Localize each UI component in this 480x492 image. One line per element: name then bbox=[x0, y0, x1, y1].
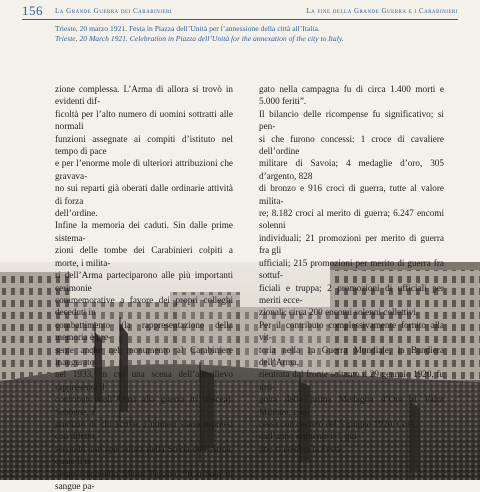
body-column-right: gato nella campagna fu di circa 1.400 morti e 5.000 feriti”. Il bilancio delle ricompense fu significativo; si pen- si che furono concessi: 1 croce di cavaliere dell’ordine militare di Savoia; 4 medaglie d’oro, 305 d’argento, 828 di bronzo e 916 croci di guerra, tutte al valore milita- re; 8.182 croci al merito di guerra; 6.247 encomi solenni individuali; 21 promozioni per merito di guerra fra gli ufficiali; 215 promozioni per merito di guerra fra sottuf- ficiali e truppa; 2 promozioni di ufficiali per meriti ecce- zionali; circa 200 encomi solenni collettivi. Per il contributo complessivamente fornito alla vit- toria nella 1a Guerra Mondiale, la Bandiera dell’Arma, rientrata dal fronte soltanto il 29 gennaio 1920, fu insi- gnita della prima Medaglia d’Oro al Valor Militare, con- cessa con decreto del 5 giugno 1920. Così, dall’anno seguente il 5 giu- gno si celebra la Festa bbox=[259, 84, 444, 454]
header-rule bbox=[22, 19, 458, 20]
page-number: 156 bbox=[22, 3, 43, 18]
body-column-left: zione complessa. L’Arma di allora si trovò in evidenti dif- ficoltà per l’alto numero di uomini sottratti alle normali funzioni assegnate ai compiti d’istituto nel tempo di pace e per l’enorme mole di ulteriori attribuzioni che gravava- no sui reparti già oberati dalle ordinarie attività di forza dell’ordine. Infine la memoria dei caduti. Sin dalle prime sistema- zioni delle tombe dei Carabinieri colpiti a morte, i milita- ri dell’Arma parteciparono alle più importanti cerimonie commemorative a favore dei propri colleghi deceduti in combattimento (la rappresentazione della memoria è pre- sente anche nel monumento al Carabiniere inaugurato nel 1933, in cui una scena dell’altorilievo rappresenta il contributo dell’Arma alla guerra in trincea). Sebbene, a giudizio di chi scrive, i numeri siano espressi con difetto, secondo uno specialista della Storia dell’Arma, quale il te- nente colonnello Mario Pagano, “Il tributo di sangue pa- bbox=[55, 84, 233, 491]
running-title-right: La fine della Grande Guerra e i Carabinieri bbox=[306, 7, 458, 15]
figure-caption bbox=[55, 24, 458, 44]
caption-english: Trieste, 20 March 1921. Celebration in Piazza dell’Unità for the annexation of the city to Italy. bbox=[55, 34, 344, 43]
caption-italian: Trieste, 20 marzo 1921. Festa in Piazza dell’Unità per l’annessione della città all’Italia. bbox=[55, 24, 320, 33]
running-header bbox=[22, 5, 458, 19]
running-title-left: La Grande Guerra dei Carabinieri bbox=[55, 7, 173, 15]
